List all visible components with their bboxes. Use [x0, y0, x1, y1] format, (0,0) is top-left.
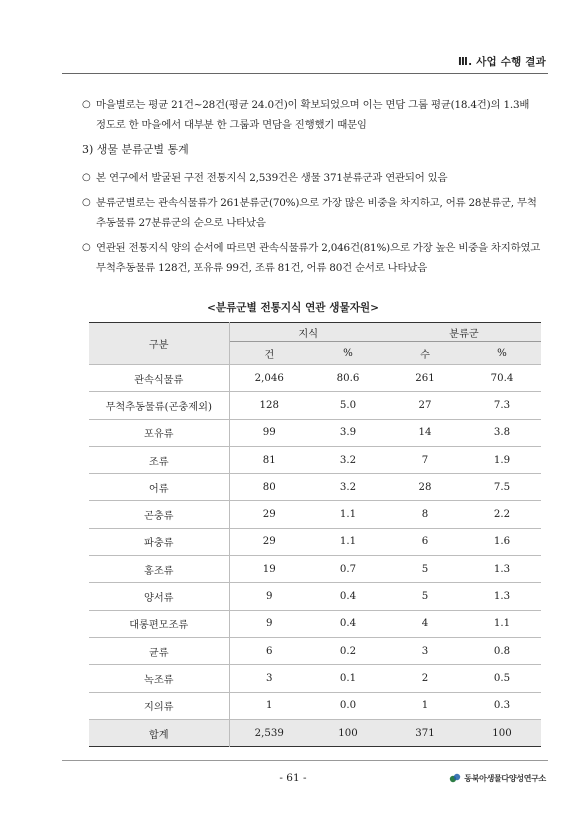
- cell-knowledge-count: 9: [229, 610, 309, 637]
- cell-knowledge-count: 1: [229, 692, 309, 719]
- cell-taxa-pct: 1.6: [463, 528, 541, 555]
- header-taxa-pct: %: [463, 342, 541, 365]
- cell-taxa-pct: 0.8: [463, 637, 541, 664]
- cell-knowledge-pct: 0.4: [309, 610, 387, 637]
- paragraph-village-average: [82, 95, 542, 135]
- cell-taxa-count: 4: [387, 610, 463, 637]
- header-taxa-count: 수: [387, 342, 463, 365]
- table-row: [89, 610, 541, 637]
- cell-taxa-count: 261: [387, 365, 463, 392]
- cell-knowledge-count: 2,046: [229, 365, 309, 392]
- cell-taxa-count: 8: [387, 501, 463, 528]
- header-category: 구분: [89, 323, 229, 365]
- cell-knowledge-count: 128: [229, 392, 309, 419]
- cell-taxa-pct: 1.3: [463, 556, 541, 583]
- page-number: - 61 -: [279, 772, 307, 784]
- cell-knowledge-count: 80: [229, 474, 309, 501]
- cell-knowledge-pct: 100: [309, 719, 387, 746]
- cell-knowledge-pct: 3.2: [309, 474, 387, 501]
- cell-taxa-count: 5: [387, 556, 463, 583]
- cell-knowledge-pct: 0.0: [309, 692, 387, 719]
- table-caption: <분류군별 전통지식 연관 생물자원>: [206, 302, 380, 314]
- cell-category: 곤충류: [89, 501, 229, 528]
- table-row: [89, 419, 541, 446]
- paragraph-text: 연관된 전통지식 양의 순서에 따르면 관속식물류가 2,046건(81%)으로 가장 높은 비중을 차지하였고 무척추동물류 128건, 포유류 99건, 조류 81건, 어류 80건 순서로 나타났음: [96, 242, 541, 274]
- table-total-row: [89, 719, 541, 746]
- cell-knowledge-count: 6: [229, 637, 309, 664]
- cell-taxa-pct: 3.8: [463, 419, 541, 446]
- taxa-knowledge-table: [89, 322, 541, 747]
- cell-taxa-pct: 1.9: [463, 446, 541, 473]
- cell-taxa-count: 14: [387, 419, 463, 446]
- table-row: [89, 665, 541, 692]
- cell-knowledge-pct: 3.2: [309, 446, 387, 473]
- institution-mark: [449, 772, 546, 784]
- institute-logo-icon: [449, 772, 461, 784]
- cell-taxa-count: 2: [387, 665, 463, 692]
- cell-taxa-pct: 2.2: [463, 501, 541, 528]
- paragraph-knowledge-ranking: [82, 238, 542, 278]
- cell-knowledge-count: 81: [229, 446, 309, 473]
- cell-taxa-pct: 1.1: [463, 610, 541, 637]
- cell-knowledge-pct: 0.2: [309, 637, 387, 664]
- header-knowledge: 지식: [229, 323, 387, 342]
- paragraph-total-knowledge: [82, 168, 542, 188]
- table-row: [89, 365, 541, 392]
- table-row: [89, 692, 541, 719]
- cell-category: 녹조류: [89, 665, 229, 692]
- cell-category: 대롱편모조류: [89, 610, 229, 637]
- cell-knowledge-pct: 1.1: [309, 501, 387, 528]
- cell-taxa-count: 5: [387, 583, 463, 610]
- cell-taxa-count: 27: [387, 392, 463, 419]
- header-taxa: 분류군: [387, 323, 541, 342]
- cell-knowledge-count: 29: [229, 528, 309, 555]
- cell-category: 파충류: [89, 528, 229, 555]
- table-row: [89, 637, 541, 664]
- cell-knowledge-count: 2,539: [229, 719, 309, 746]
- header-knowledge-count: 건: [229, 342, 309, 365]
- cell-category: 포유류: [89, 419, 229, 446]
- paragraph-text: 마을별로는 평균 21건~28건(평균 24.0건)이 확보되었으며 이는 면담 그룹 평균(18.4건)의 1.3배 정도로 한 마을에서 대부분 한 그룹과 면담을 진행했기 때문임: [96, 99, 530, 131]
- cell-category: 홍조류: [89, 556, 229, 583]
- cell-category: 조류: [89, 446, 229, 473]
- bullet-icon: ○: [82, 197, 91, 208]
- table-row: [89, 528, 541, 555]
- cell-knowledge-pct: 0.4: [309, 583, 387, 610]
- table-row: [89, 392, 541, 419]
- running-header: Ⅲ. 사업 수행 결과: [458, 56, 546, 68]
- bullet-icon: ○: [82, 99, 91, 110]
- cell-category: 무척추동물류(곤충제외): [89, 392, 229, 419]
- cell-category: 균류: [89, 637, 229, 664]
- cell-knowledge-count: 9: [229, 583, 309, 610]
- cell-knowledge-pct: 3.9: [309, 419, 387, 446]
- table-row: [89, 583, 541, 610]
- cell-taxa-count: 6: [387, 528, 463, 555]
- footer-divider: [62, 760, 548, 761]
- section-heading: 3) 생물 분류군별 통계: [82, 143, 189, 156]
- cell-knowledge-pct: 5.0: [309, 392, 387, 419]
- cell-taxa-pct: 1.3: [463, 583, 541, 610]
- paragraph-text: 본 연구에서 발굴된 구전 전통지식 2,539건은 생물 371분류군과 연관되어 있음: [96, 172, 448, 184]
- cell-taxa-count: 28: [387, 474, 463, 501]
- cell-taxa-pct: 7.3: [463, 392, 541, 419]
- cell-category: 지의류: [89, 692, 229, 719]
- table-row: [89, 556, 541, 583]
- header-knowledge-pct: %: [309, 342, 387, 365]
- cell-category: 어류: [89, 474, 229, 501]
- cell-category: 합계: [89, 719, 229, 746]
- cell-knowledge-count: 3: [229, 665, 309, 692]
- bullet-icon: ○: [82, 172, 91, 183]
- cell-knowledge-pct: 0.1: [309, 665, 387, 692]
- cell-knowledge-count: 19: [229, 556, 309, 583]
- cell-taxa-count: 1: [387, 692, 463, 719]
- cell-taxa-count: 371: [387, 719, 463, 746]
- cell-knowledge-pct: 0.7: [309, 556, 387, 583]
- paragraph-taxa-ranking: [82, 193, 542, 233]
- cell-category: 양서류: [89, 583, 229, 610]
- cell-taxa-pct: 70.4: [463, 365, 541, 392]
- cell-taxa-pct: 7.5: [463, 474, 541, 501]
- cell-knowledge-pct: 1.1: [309, 528, 387, 555]
- cell-knowledge-count: 29: [229, 501, 309, 528]
- cell-knowledge-pct: 80.6: [309, 365, 387, 392]
- bullet-icon: ○: [82, 242, 91, 253]
- table-row: [89, 501, 541, 528]
- table-row: [89, 446, 541, 473]
- cell-taxa-pct: 0.3: [463, 692, 541, 719]
- cell-taxa-pct: 0.5: [463, 665, 541, 692]
- cell-taxa-count: 3: [387, 637, 463, 664]
- cell-category: 관속식물류: [89, 365, 229, 392]
- paragraph-text: 분류군별로는 관속식물류가 261분류군(70%)으로 가장 많은 비중을 차지하고, 어류 28분류군, 무척추동물류 27분류군의 순으로 나타났음: [96, 197, 537, 229]
- table-row: [89, 474, 541, 501]
- cell-taxa-pct: 100: [463, 719, 541, 746]
- cell-taxa-count: 7: [387, 446, 463, 473]
- institution-name: 동북아생물다양성연구소: [464, 773, 546, 783]
- header-divider: [62, 73, 548, 74]
- cell-knowledge-count: 99: [229, 419, 309, 446]
